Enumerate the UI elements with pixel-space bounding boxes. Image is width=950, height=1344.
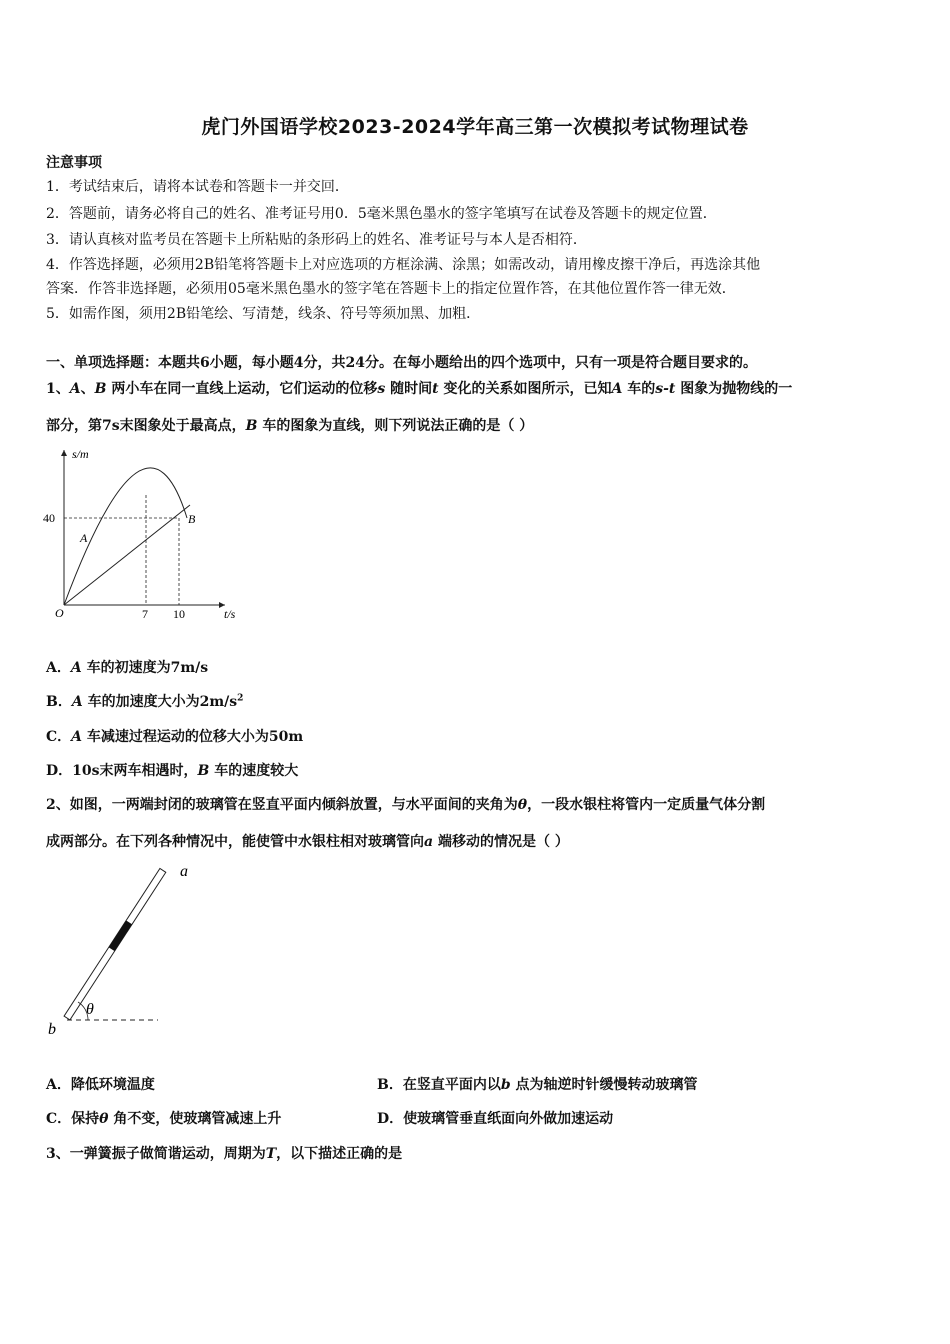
mercury-column	[109, 920, 132, 951]
end-b-label: b	[48, 1021, 56, 1038]
q2-stem-line2: 成两部分。在下列各种情况中，能使管中水银柱相对玻璃管向a 端移动的情况是（ ）	[46, 834, 569, 850]
end-a-label: a	[180, 863, 188, 880]
line-b	[64, 505, 190, 605]
q1-option-a[interactable]: A．A 车的初速度为7m/s	[46, 660, 209, 676]
note-item: 5．如需作图，须用2B铅笔绘、写清楚，线条、符号等须加黑、加粗．	[46, 306, 481, 322]
note-item: 3．请认真核对监考员在答题卡上所粘贴的条形码上的姓名、准考证号与本人是否相符．	[46, 232, 587, 248]
q1-option-b[interactable]: B．A 车的加速度大小为$2m/s^2$	[46, 693, 244, 710]
note-item: 答案．作答非选择题，必须用05毫米黑色墨水的签字笔在答题卡上的指定位置作答，在其他位置作答一律无效．	[46, 281, 736, 297]
origin-label: O	[55, 606, 64, 620]
x-tick-7: 7	[142, 607, 148, 621]
notes-heading: 注意事项	[46, 155, 102, 171]
q1-option-d[interactable]: D．10s末两车相遇时，B 车的速度较大	[46, 763, 299, 779]
q2-option-a[interactable]: A．降低环境温度	[46, 1077, 155, 1093]
q1-option-c[interactable]: C．A 车减速过程运动的位移大小为50m	[46, 729, 304, 745]
y-tick-40: 40	[43, 511, 55, 525]
section-heading: 一、单项选择题：本题共6小题，每小题4分，共24分。在每小题给出的四个选项中，只有一项是符合题目要求的。	[46, 355, 757, 371]
y-axis-label: s/m	[72, 447, 89, 461]
theta-label: θ	[86, 1001, 94, 1018]
line-b-label: B	[188, 512, 196, 526]
q1-stem-line2: 部分，第7s末图象处于最高点，B 车的图象为直线，则下列说法正确的是（ ）	[46, 418, 534, 434]
note-item: 2．答题前，请务必将自己的姓名、准考证号用0．5毫米黑色墨水的签字笔填写在试卷及答题卡的规定位置．	[46, 206, 717, 222]
q2-tube-figure	[40, 858, 210, 1043]
note-item: 4．作答选择题，必须用2B铅笔将答题卡上对应选项的方框涂满、涂黑；如需改动，请用橡皮擦干净后，再选涂其他	[46, 257, 761, 273]
q2-option-b[interactable]: B．在竖直平面内以b 点为轴逆时针缓慢转动玻璃管	[377, 1077, 698, 1093]
q2-stem-line1: 2、如图，一两端封闭的玻璃管在竖直平面内倾斜放置，与水平面间的夹角为θ，一段水银柱将管内一定质量气体分割	[46, 797, 766, 813]
curve-a-label: A	[80, 531, 88, 545]
q3-stem: 3、一弹簧振子做简谐运动，周期为T，以下描述正确的是	[46, 1146, 403, 1162]
note-item: 1．考试结束后，请将本试卷和答题卡一并交回．	[46, 179, 349, 195]
q2-option-c[interactable]: C．保持θ 角不变，使玻璃管减速上升	[46, 1111, 282, 1127]
q1-stem-line1: 1、A、B 两小车在同一直线上运动，它们运动的位移s 随时间t 变化的关系如图所示，已知A 车的s-t 图象为抛物线的一	[46, 381, 793, 397]
exam-title: 虎门外国语学校2023-2024学年高三第一次模拟考试物理试卷	[201, 116, 749, 138]
x-axis-label: t/s	[224, 607, 236, 621]
q1-st-graph	[40, 440, 260, 625]
q2-option-d[interactable]: D．使玻璃管垂直纸面向外做加速运动	[377, 1111, 614, 1127]
x-tick-10: 10	[173, 607, 185, 621]
